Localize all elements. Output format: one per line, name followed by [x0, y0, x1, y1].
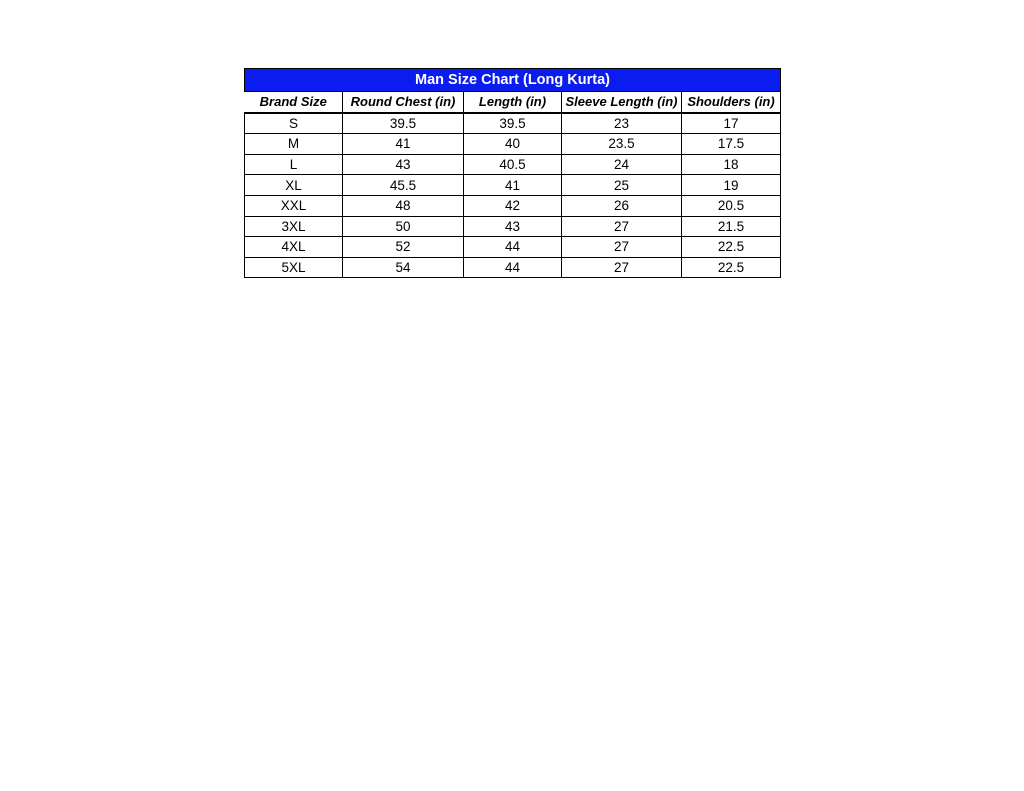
header-row [245, 92, 781, 113]
cell-shoulders: 18 [682, 154, 781, 175]
cell-length: 44 [464, 237, 562, 258]
table-row [245, 195, 781, 216]
cell-sleeve-length: 23 [562, 113, 682, 134]
cell-length: 40.5 [464, 154, 562, 175]
cell-brand-size: S [245, 113, 343, 134]
cell-length: 41 [464, 175, 562, 196]
table-row [245, 175, 781, 196]
cell-shoulders: 19 [682, 175, 781, 196]
cell-brand-size: 3XL [245, 216, 343, 237]
cell-shoulders: 22.5 [682, 257, 781, 278]
table-row [245, 216, 781, 237]
table-row [245, 134, 781, 155]
cell-round-chest: 39.5 [343, 113, 464, 134]
column-header-shoulders: Shoulders (in) [682, 92, 781, 113]
cell-length: 42 [464, 195, 562, 216]
cell-sleeve-length: 27 [562, 237, 682, 258]
size-chart-sheet [244, 68, 780, 278]
cell-round-chest: 41 [343, 134, 464, 155]
cell-brand-size: L [245, 154, 343, 175]
cell-shoulders: 17.5 [682, 134, 781, 155]
title-row [245, 69, 781, 92]
cell-sleeve-length: 24 [562, 154, 682, 175]
column-header-brand-size: Brand Size [245, 92, 343, 113]
cell-shoulders: 17 [682, 113, 781, 134]
cell-brand-size: 5XL [245, 257, 343, 278]
column-header-round-chest: Round Chest (in) [343, 92, 464, 113]
cell-length: 40 [464, 134, 562, 155]
cell-length: 39.5 [464, 113, 562, 134]
cell-shoulders: 21.5 [682, 216, 781, 237]
cell-length: 44 [464, 257, 562, 278]
cell-round-chest: 45.5 [343, 175, 464, 196]
table-row [245, 237, 781, 258]
table-title: Man Size Chart (Long Kurta) [245, 69, 781, 92]
cell-shoulders: 22.5 [682, 237, 781, 258]
cell-round-chest: 48 [343, 195, 464, 216]
cell-sleeve-length: 26 [562, 195, 682, 216]
cell-shoulders: 20.5 [682, 195, 781, 216]
cell-sleeve-length: 25 [562, 175, 682, 196]
cell-brand-size: XL [245, 175, 343, 196]
column-header-length: Length (in) [464, 92, 562, 113]
column-header-sleeve-length: Sleeve Length (in) [562, 92, 682, 113]
table-row [245, 154, 781, 175]
cell-round-chest: 52 [343, 237, 464, 258]
cell-brand-size: XXL [245, 195, 343, 216]
cell-sleeve-length: 27 [562, 257, 682, 278]
cell-brand-size: 4XL [245, 237, 343, 258]
cell-sleeve-length: 23.5 [562, 134, 682, 155]
table-row [245, 113, 781, 134]
cell-round-chest: 50 [343, 216, 464, 237]
table-row [245, 257, 781, 278]
cell-round-chest: 43 [343, 154, 464, 175]
size-chart-table [244, 68, 781, 278]
cell-sleeve-length: 27 [562, 216, 682, 237]
cell-brand-size: M [245, 134, 343, 155]
cell-round-chest: 54 [343, 257, 464, 278]
cell-length: 43 [464, 216, 562, 237]
